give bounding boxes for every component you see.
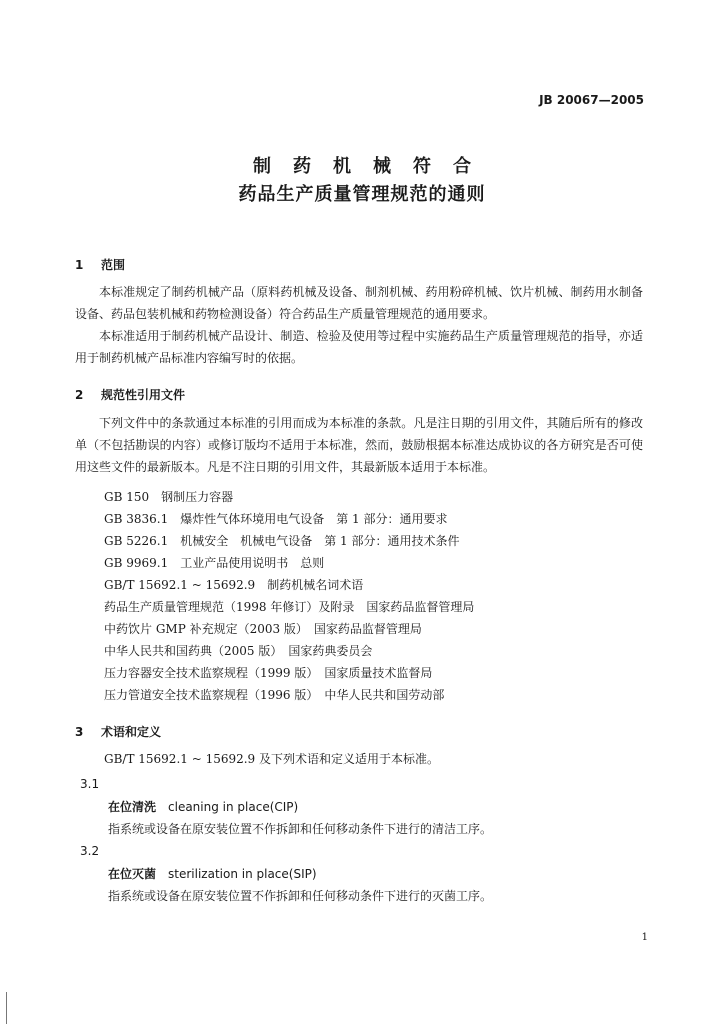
section-2-title: 规范性引用文件 (101, 388, 186, 402)
section-3-intro: GB/T 15692.1 ~ 15692.9 及下列术语和定义适用于本标准。 (104, 752, 440, 766)
section-3-title: 术语和定义 (101, 725, 162, 739)
reference-item: GB 9969.1 工业产品使用说明书 总则 (104, 556, 325, 570)
section-1-heading (75, 256, 125, 273)
section-2-para: 下列文件中的条款通过本标准的引用而成为本标准的条款。凡是注日期的引用文件，其随后所有的修改单（不包括勘误的内容）或修订版均不适用于本标准，然而，鼓励根据本标准达成协议的各方研究是否可使用这些文件的最新版本。凡是不注日期的引用文件，其最新版本适用于本标准。 (75, 416, 643, 474)
term-heading (108, 865, 317, 882)
term-chinese: 在位灭菌 (108, 867, 157, 881)
reference-item: GB 5226.1 机械安全 机械电气设备 第 1 部分：通用技术条件 (104, 534, 460, 548)
reference-item: 压力管道安全技术监察规程（1996 版） 中华人民共和国劳动部 (104, 688, 445, 702)
reference-item: 中华人民共和国药典（2005 版） 国家药典委员会 (104, 644, 373, 658)
term-number: 3.2 (80, 844, 100, 858)
section-2-heading (75, 386, 185, 403)
reference-item: GB 3836.1 爆炸性气体环境用电气设备 第 1 部分：通用要求 (104, 512, 448, 526)
section-1-para-2: 本标准适用于制药机械产品设计、制造、检验及使用等过程中实施药品生产质量管理规范的指导，亦适用于制药机械产品标准内容编写时的依据。 (75, 329, 643, 365)
title-line-1: 制药机械符合 (253, 156, 493, 177)
term-english: sterilization in place(SIP) (168, 867, 317, 881)
term-chinese: 在位清洗 (108, 800, 157, 814)
term-definition: 指系统或设备在原安装位置不作拆卸和任何移动条件下进行的灭菌工序。 (108, 889, 493, 903)
reference-item: 压力容器安全技术监察规程（1999 版） 国家质量技术监督局 (104, 666, 433, 680)
section-2-number: 2 (75, 388, 84, 402)
reference-item: GB/T 15692.1 ~ 15692.9 制药机械名词术语 (104, 578, 364, 592)
reference-item: GB 150 钢制压力容器 (104, 490, 234, 504)
section-1-number: 1 (75, 258, 84, 272)
scan-edge-line (6, 992, 7, 1024)
page-number: 1 (641, 932, 648, 943)
title-line-2: 药品生产质量管理规范的通则 (238, 184, 486, 205)
term-number: 3.1 (80, 777, 100, 791)
document-number: JB 20067—2005 (539, 93, 644, 107)
term-english: cleaning in place(CIP) (168, 800, 299, 814)
section-3-heading (75, 723, 161, 740)
section-1-para-1: 本标准规定了制药机械产品（原料药机械及设备、制剂机械、药用粉碎机械、饮片机械、制药用水制备设备、药品包装机械和药物检测设备）符合药品生产质量管理规范的通用要求。 (75, 285, 643, 321)
section-1-title: 范围 (101, 258, 126, 272)
section-3-number: 3 (75, 725, 84, 739)
term-definition: 指系统或设备在原安装位置不作拆卸和任何移动条件下进行的清洁工序。 (108, 822, 493, 836)
term-heading (108, 798, 298, 815)
reference-item: 药品生产质量管理规范（1998 年修订）及附录 国家药品监督管理局 (104, 600, 475, 614)
reference-item: 中药饮片 GMP 补充规定（2003 版） 国家药品监督管理局 (104, 622, 422, 636)
